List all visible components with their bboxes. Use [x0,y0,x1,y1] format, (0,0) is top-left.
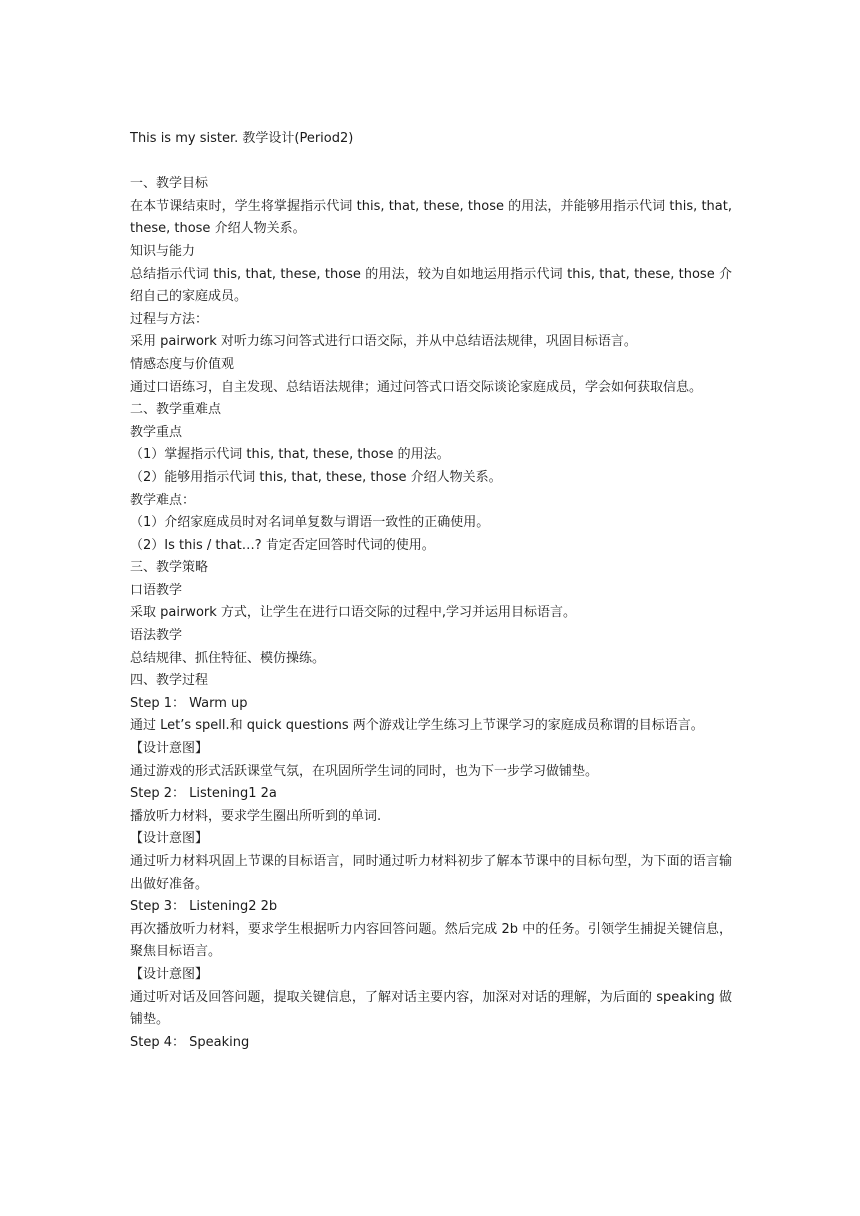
list-item: （1）介绍家庭成员时对名词单复数与谓语一致性的正确使用。 [130,515,490,531]
subheading: 知识与能力 [130,243,196,259]
subheading: 过程与方法： [130,311,209,327]
step-heading: Step 4： Speaking [130,1034,250,1050]
section-heading-key-points: 二、教学重难点 [130,402,222,418]
list-item: （2）Is this / that…? 肯定否定回答时代词的使用。 [130,537,435,553]
section-heading-strategies: 三、教学策略 [130,560,209,576]
design-intent-label: 【设计意图】 [130,966,209,982]
paragraph: 通过听对话及回答问题，提取关键信息，了解对话主要内容，加深对对话的理解，为后面的 speaking 做铺垫。 [130,989,732,1028]
section-heading-objectives: 一、教学目标 [130,176,209,192]
design-intent-label: 【设计意图】 [130,831,209,847]
paragraph: 通过听力材料巩固上节课的目标语言，同时通过听力材料初步了解本节课中的目标句型，为下面的语言输出做好准备。 [130,854,732,892]
paragraph: 播放听力材料，要求学生圈出所听到的单词. [130,808,382,824]
paragraph: 再次播放听力材料，要求学生根据听力内容回答问题。然后完成 2b 中的任务。引领学生捕捉关键信息，聚焦目标语言。 [130,921,732,960]
paragraph: 总结指示代词 this, that, these, those 的用法，较为自如地运用指示代词 this, that, these, those 介绍自己的家庭成员。 [130,266,732,305]
step-heading: Step 2： Listening1 2a [130,786,277,802]
subheading: 语法教学 [130,628,183,644]
paragraph: 总结规律、抓住特征、模仿操练。 [130,650,326,666]
document-title: This is my sister. 教学设计(Period2) [130,131,354,146]
subheading: 口语教学 [130,582,183,598]
blank-line [130,151,732,174]
subheading: 教学重点 [130,424,183,440]
subheading: 情感态度与价值观 [130,356,235,372]
list-item: （2）能够用指示代词 this, that, these, those 介绍人物关系。 [130,469,502,485]
document-page [130,128,732,1054]
list-item: （1）掌握指示代词 this, that, these, those 的用法。 [130,447,450,463]
step-heading: Step 1： Warm up [130,695,248,711]
paragraph: 在本节课结束时，学生将掌握指示代词 this, that, these, those 的用法，并能够用指示代词 this, that, these, those 介绍人物关系。 [130,198,732,237]
paragraph: 采取 pairwork 方式，让学生在进行口语交际的过程中,学习并运用目标语言。 [130,605,577,621]
subheading: 教学难点： [130,492,196,508]
document-body [130,173,732,1054]
paragraph: 采用 pairwork 对听力练习问答式进行口语交际，并从中总结语法规律，巩固目标语言。 [130,334,637,350]
section-heading-process: 四、教学过程 [130,673,209,689]
paragraph: 通过口语练习，自主发现、总结语法规律；通过问答式口语交际谈论家庭成员，学会如何获取信息。 [130,379,703,395]
paragraph: 通过游戏的形式活跃课堂气氛，在巩固所学生词的同时，也为下一步学习做铺垫。 [130,763,599,779]
step-heading: Step 3： Listening2 2b [130,899,278,915]
design-intent-label: 【设计意图】 [130,741,209,757]
paragraph: 通过 Let’s spell.和 quick questions 两个游戏让学生练习上节课学习的家庭成员称谓的目标语言。 [130,718,704,734]
